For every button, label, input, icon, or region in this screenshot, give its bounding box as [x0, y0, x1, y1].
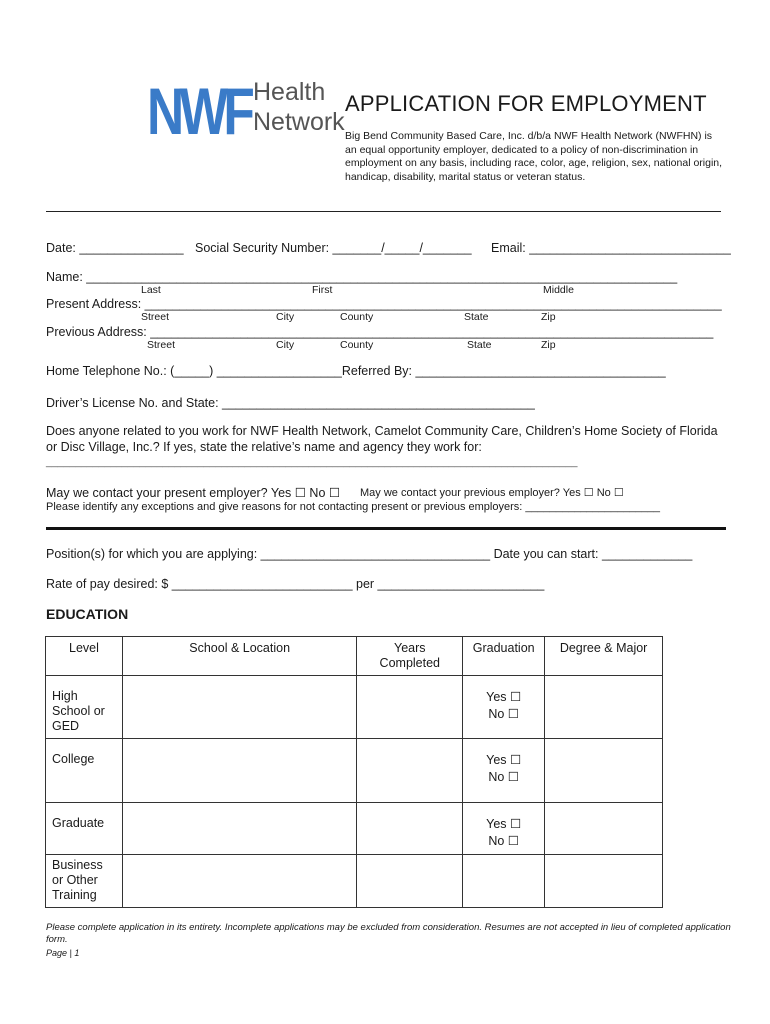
nwf-logo — [147, 73, 345, 149]
previous-state-label: State — [467, 339, 492, 351]
table-row — [46, 739, 663, 803]
graduation-no-checkbox[interactable]: No ☐ — [488, 770, 520, 784]
col-level-header: Level — [46, 637, 123, 676]
school-cell[interactable] — [122, 803, 356, 855]
header-divider — [46, 211, 721, 212]
relative-question-line1: Does anyone related to you work for NWF Health Network, Camelot Community Care, Children’s Home Society of Florida — [46, 424, 718, 438]
degree-cell[interactable] — [545, 803, 663, 855]
degree-cell[interactable] — [545, 676, 663, 739]
graduation-cell[interactable] — [463, 855, 545, 908]
col-school-header: School & Location — [122, 637, 356, 676]
section-divider — [46, 527, 726, 530]
degree-cell[interactable] — [545, 855, 663, 908]
name-last-label: Last — [141, 284, 161, 296]
date-field[interactable]: Date: _______________ — [46, 241, 184, 255]
degree-cell[interactable] — [545, 739, 663, 803]
table-row — [46, 855, 663, 908]
years-cell[interactable] — [357, 803, 463, 855]
logo-letters: NWF — [147, 73, 251, 149]
table-row — [46, 803, 663, 855]
drivers-license-field[interactable]: Driver’s License No. and State: _____________________________________________ — [46, 396, 535, 410]
positions-applying-field[interactable]: Position(s) for which you are applying: _________________________________ Date you can start: _____________ — [46, 547, 693, 561]
footer-note: Please complete application in its entirety. Incomplete applications may be excluded from consideration. Resumes are not accepted in lieu of completed application form. — [46, 922, 731, 945]
nwf-logo-graphic — [147, 73, 345, 149]
education-heading: EDUCATION — [46, 606, 129, 622]
school-cell[interactable] — [122, 739, 356, 803]
relative-question-line2: or Disc Village, Inc.? If yes, state the relative’s name and agency they work for: — [46, 440, 482, 454]
contact-exceptions-field[interactable]: Please identify any exceptions and give reasons for not contacting present or previous employers: ______________________ — [46, 501, 660, 513]
years-cell[interactable] — [357, 676, 463, 739]
name-first-label: First — [312, 284, 333, 296]
graduation-yes-checkbox[interactable]: Yes ☐ — [486, 690, 522, 704]
logo-line-2: Network — [253, 108, 345, 136]
previous-street-label: Street — [147, 339, 176, 351]
present-county-label: County — [340, 311, 374, 323]
years-cell[interactable] — [357, 855, 463, 908]
school-cell[interactable] — [122, 855, 356, 908]
col-years-header: Years Completed — [357, 637, 463, 676]
previous-address-field[interactable]: Previous Address: _________________________________________________________________________________ — [46, 325, 714, 339]
graduation-cell[interactable] — [463, 676, 545, 739]
present-street-label: Street — [141, 311, 170, 323]
ssn-field[interactable]: Social Security Number: _______/_____/_______ — [195, 241, 472, 255]
col-graduation-header: Graduation — [463, 637, 545, 676]
education-header-row — [46, 637, 663, 676]
name-middle-label: Middle — [543, 284, 574, 296]
years-cell[interactable] — [357, 739, 463, 803]
col-degree-header: Degree & Major — [545, 637, 663, 676]
present-address-field[interactable]: Present Address: ___________________________________________________________________________________ — [46, 297, 722, 311]
graduation-cell[interactable] — [463, 739, 545, 803]
relative-answer-line[interactable]: ___________________________________________________________________________________________ — [46, 456, 578, 468]
previous-county-label: County — [340, 339, 374, 351]
contact-present-employer[interactable]: May we contact your present employer? Yes ☐ No ☐ — [46, 486, 341, 500]
level-cell: High School or GED — [46, 676, 123, 739]
present-city-label: City — [276, 311, 295, 323]
logo-line-1: Health — [253, 78, 326, 106]
graduation-yes-checkbox[interactable]: Yes ☐ — [486, 753, 522, 767]
present-state-label: State — [464, 311, 489, 323]
name-field[interactable]: Name: _____________________________________________________________________________________ — [46, 270, 678, 284]
page-number: Page | 1 — [46, 948, 80, 958]
table-row — [46, 676, 663, 739]
present-zip-label: Zip — [541, 311, 556, 323]
level-cell: Graduate — [46, 803, 123, 855]
education-table — [45, 636, 663, 908]
previous-city-label: City — [276, 339, 295, 351]
level-cell: College — [46, 739, 123, 803]
level-cell: Business or Other Training — [46, 855, 123, 908]
graduation-cell[interactable] — [463, 803, 545, 855]
page-title: APPLICATION FOR EMPLOYMENT — [345, 91, 707, 116]
school-cell[interactable] — [122, 676, 356, 739]
eeo-statement: Big Bend Community Based Care, Inc. d/b/a NWF Health Network (NWFHN) is an equal opportunity employer, dedicated to a policy of non-discrimination in employment on any basis, including race, color, age, religion, sex, national origin, handicap, disability, marital status or veteran status. — [345, 130, 723, 183]
graduation-no-checkbox[interactable]: No ☐ — [488, 834, 520, 848]
home-phone-referred-field[interactable]: Home Telephone No.: (_____) __________________Referred By: ____________________________________ — [46, 364, 666, 378]
email-field[interactable]: Email: _____________________________ — [491, 241, 731, 255]
previous-zip-label: Zip — [541, 339, 556, 351]
graduation-no-checkbox[interactable]: No ☐ — [488, 707, 520, 721]
graduation-yes-checkbox[interactable]: Yes ☐ — [486, 817, 522, 831]
contact-previous-employer[interactable]: May we contact your previous employer? Yes ☐ No ☐ — [360, 487, 624, 499]
rate-of-pay-field[interactable]: Rate of pay desired: $ __________________________ per ________________________ — [46, 577, 545, 591]
